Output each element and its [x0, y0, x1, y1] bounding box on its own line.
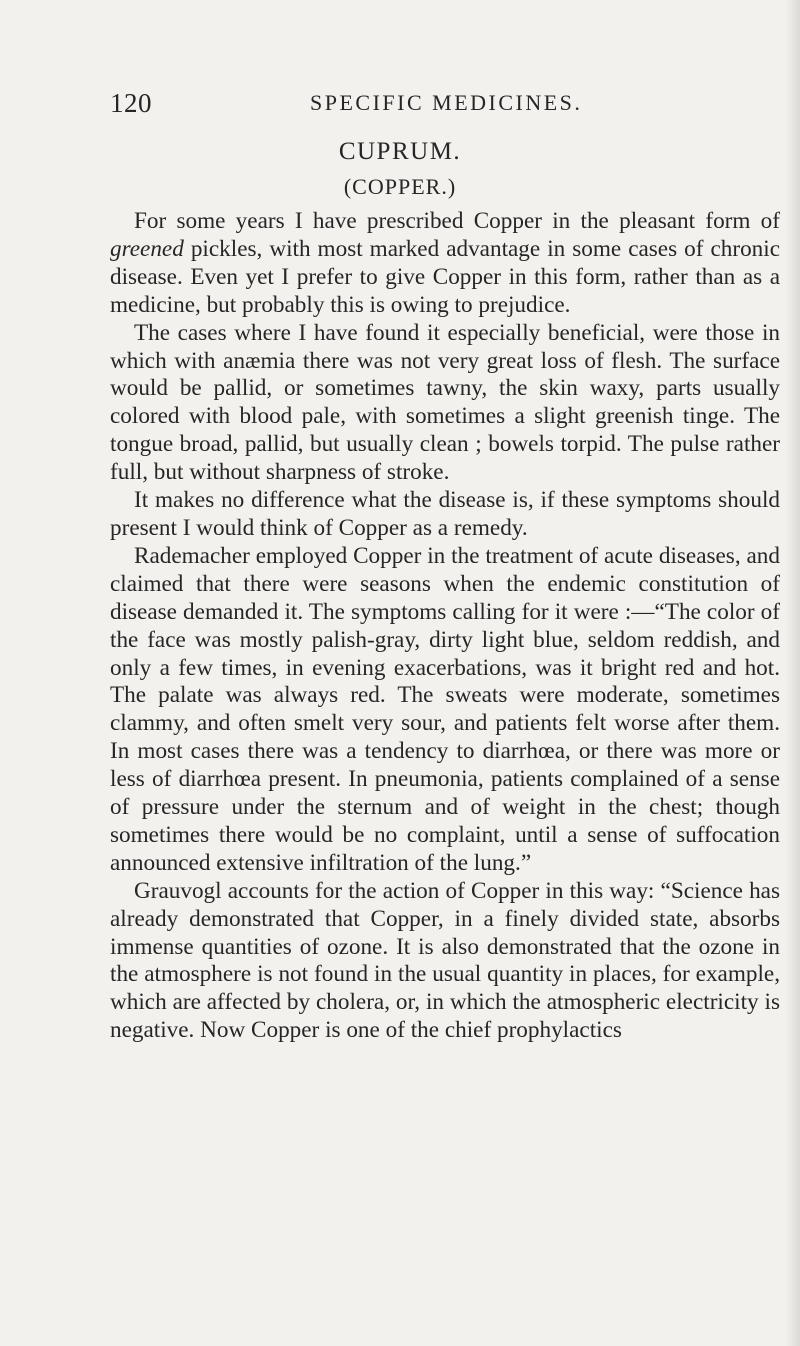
section-subtitle: (COPPER.): [343, 174, 457, 199]
section-title: CUPRUM.: [338, 138, 462, 165]
page-edge-shadow: [786, 0, 800, 1346]
body-text: [110, 208, 780, 1045]
paragraph-4: Rademacher employed Copper in the treatment of acute diseases, and claimed that there were seasons when the endemic constitution of disease demanded it. The symptoms calling for it were :—“The color of the face was mostly palish-gray, dirty light blue, seldom reddish, and only a few times, in evening exacerbations, was it bright red and hot. The palate was always red. The sweats were moderate, sometimes clammy, and often smelt very sour, and patients felt worse after them. In most cases there was a tendency to diarrhœa, or there was more or less of diarrhœa present. In pneumonia, patients complained of a sense of pressure under the sternum and of weight in the chest; though sometimes there would be no complaint, until a sense of suffocation announced extensive infiltration of the lung.”: [110, 542, 780, 876]
page-number: 120: [110, 88, 152, 118]
emphasis-greened: greened: [110, 235, 184, 262]
paragraph-3: It makes no difference what the disease is, if these symptoms should present I would think of Copper as a remedy.: [110, 487, 780, 541]
running-title: SPECIFIC MEDICINES.: [310, 90, 583, 115]
paragraph-2: The cases where I have found it especially beneficial, were those in which with anæmia there was not very great loss of flesh. The surface would be pallid, or sometimes tawny, the skin waxy, parts usually colored with blood pale, with sometimes a slight greenish tinge. The tongue broad, pallid, but usually clean ; bowels torpid. The pulse rather full, but without sharpness of stroke.: [110, 319, 780, 486]
paragraph-5: Grauvogl accounts for the action of Copper in this way: “Science has already demonstrated that Copper, in a finely divided state, absorbs immense quantities of ozone. It is also demonstrated that the ozone in the atmosphere is not found in the usual quantity in places, for example, which are affected by cholera, or, in which the atmospheric electricity is negative. Now Copper is one of the chief prophylactics: [110, 877, 780, 1044]
paragraph-1-before: For some years I have prescribed Copper in the pleasant form of: [134, 208, 780, 234]
paragraph-1-after: pickles, with most marked advantage in some cases of chronic disease. Even yet I prefer to give Copper in this form, rather than as a medicine, but probably this is owing to prejudice.: [110, 235, 780, 318]
paragraph-1: [110, 208, 780, 320]
page-header: [110, 88, 770, 118]
